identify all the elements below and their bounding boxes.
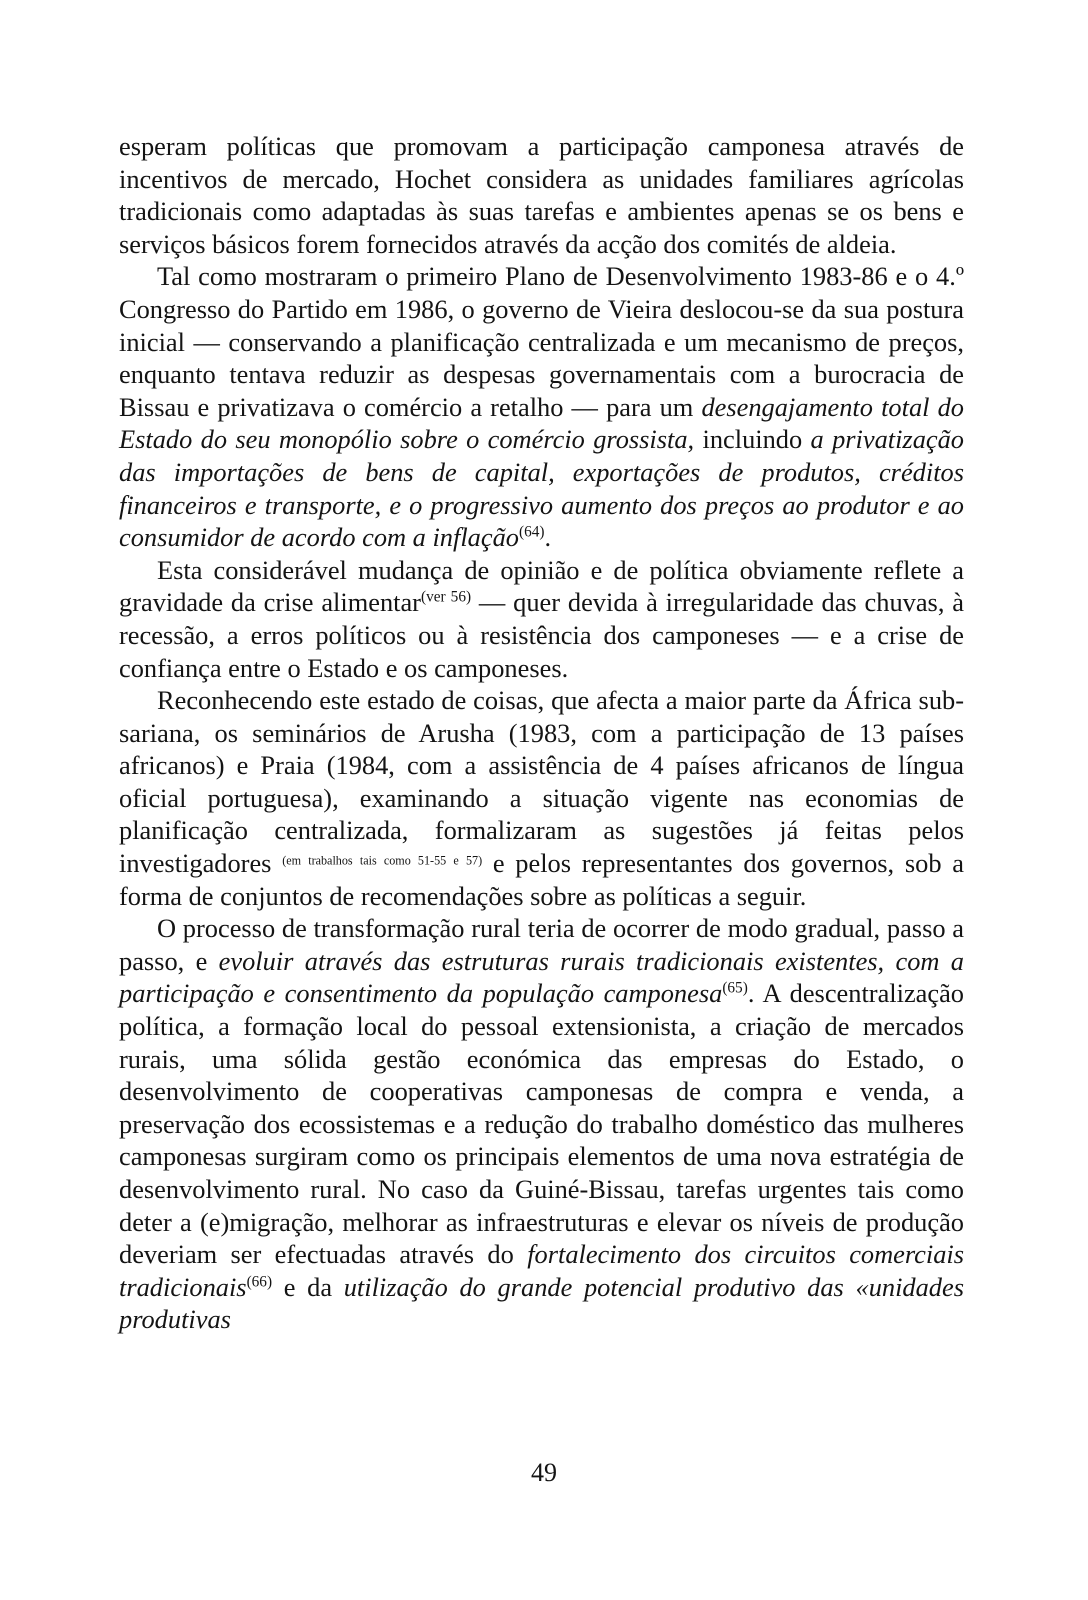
footnote-reference: (66) bbox=[246, 1273, 273, 1291]
text-run: e pelos representantes dos governos, sob a forma de conjuntos de recomendações sobre as políticas a seguir. bbox=[119, 848, 964, 911]
page-number: 49 bbox=[531, 1458, 557, 1487]
text-run: incluindo bbox=[694, 424, 811, 455]
paragraph-policy-change bbox=[119, 554, 964, 684]
page-body bbox=[119, 130, 964, 1336]
italic-text: fortalecimento dos circuitos comerciais tradicionais bbox=[119, 1239, 965, 1302]
italic-text: evoluir através das estruturas rurais tradicionais existentes, com a participação e consentimento da população camponesa bbox=[119, 945, 964, 1009]
paragraph-continuation bbox=[119, 130, 964, 260]
text-run: — quer devida à irregularidade das chuvas, à recessão, a erros políticos ou à resistência dos camponeses — e a crise de confiança entre o Estado e os camponeses. bbox=[119, 587, 964, 683]
text-run: Reconhecendo este estado de coisas, que afecta a maior parte da África sub-sariana, os seminários de Arusha (1983, com a participação de 13 países africanos) e Praia (1984, com a assistência de 4 países africanos de língua oficial portuguesa), examinando a situação vigente nas economias de planificação centralizada, formalizaram as sugestões já feitas pelos investigadores bbox=[119, 685, 964, 879]
text-run: Esta considerável mudança de opinião e de política obviamente reflete a gravidade da crise alimentar bbox=[119, 554, 964, 618]
text-run: e da bbox=[272, 1271, 344, 1302]
italic-text: desengajamento total do Estado do seu monopólio sobre o comércio grossista, bbox=[119, 391, 964, 455]
footnote-reference: (65) bbox=[722, 979, 748, 997]
text-run: . bbox=[544, 522, 552, 553]
italic-text: utilização do grande potencial produtivo das «unidades produtivas bbox=[119, 1271, 964, 1335]
paragraph-development-plan bbox=[119, 260, 964, 553]
italic-text: a privatização das importações de bens de capital, exportações de produtos, créditos financeiros e transporte, e o progressivo aumento dos preços ao produtor e ao consumidor de acordo com a inflação bbox=[119, 424, 965, 553]
text-run: O processo de transformação rural teria de ocorrer de modo gradual, passo a passo, e bbox=[119, 913, 964, 976]
footnote-reference: (64) bbox=[518, 523, 545, 541]
text-run: . A descentralização política, a formação local do pessoal extensionista, a criação de mercados rurais, uma sólida gestão económica das empresas do Estado, o desenvolvimento de cooperativas camponesas de compra e venda, a preservação dos ecossistemas e a redução do trabalho doméstico das mulheres camponesas surgiram como os principais elementos de uma nova estratégia de desenvolvimento rural. No caso da Guiné-Bissau, tarefas urgentes tais como deter a (e)migração, melhorar as infraestruturas e elevar os níveis de produção deveriam ser efectuadas através do bbox=[119, 978, 965, 1270]
footnote-reference: (ver 56) bbox=[420, 588, 472, 606]
footnote-reference: (em trabalhos tais como 51-55 e 57) bbox=[282, 853, 483, 868]
paragraph-rural-transformation bbox=[119, 912, 964, 1336]
text-run: Tal como mostraram o primeiro Plano de Desenvolvimento 1983-86 e o 4.º Congresso do Partido em 1986, o governo de Vieira deslocou-se da sua postura inicial — conservando a planificação centralizada e um mecanismo de preços, enquanto tentava reduzir as despesas governamentais com a burocracia de Bissau e privatizava o comércio a retalho — para um bbox=[119, 261, 964, 422]
text-run: esperam políticas que promovam a participação camponesa através de incentivos de mercado, Hochet considera as unidades familiares agrícolas tradicionais como adaptadas às suas tarefas e ambientes apenas se os bens e serviços básicos forem fornecidos através da acção dos comités de aldeia. bbox=[119, 131, 964, 259]
paragraph-arusha-praia-seminars bbox=[119, 684, 964, 912]
